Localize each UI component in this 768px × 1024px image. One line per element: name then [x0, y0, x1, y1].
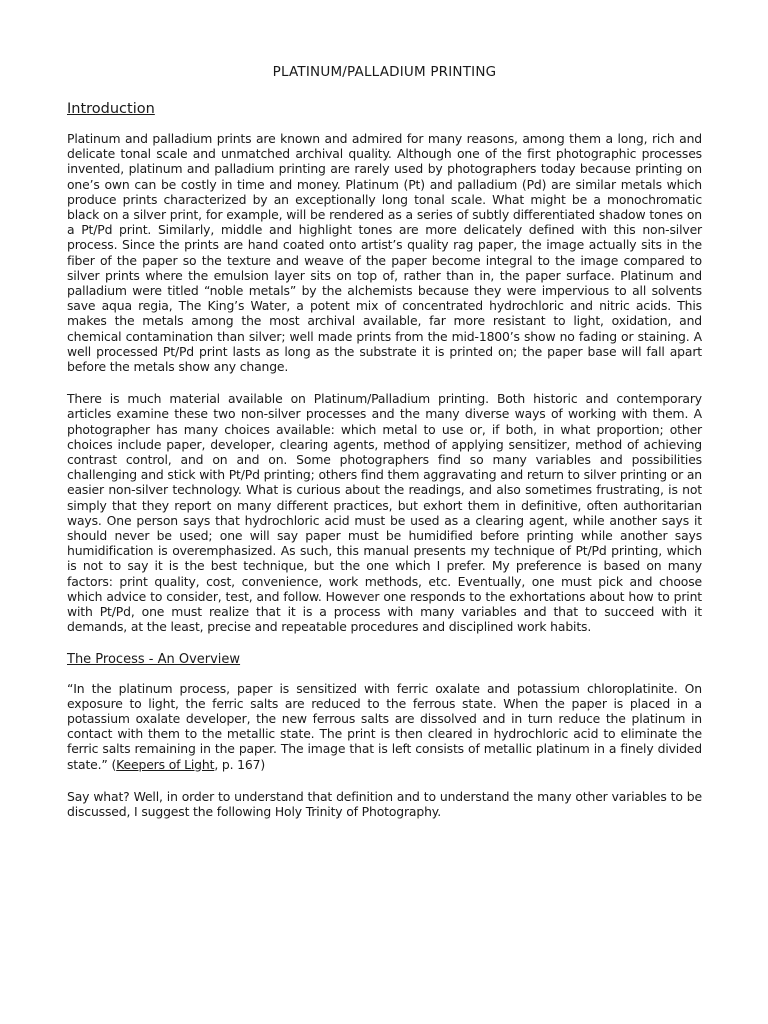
document-title: PLATINUM/PALLADIUM PRINTING: [272, 64, 497, 80]
introduction-paragraph-1: Platinum and palladium prints are known and admired for many reasons, among them a long, rich and delicate tonal scale and unmatched archival quality. Although one of the first photographic processes invented, platinum and palladium printing are rarely used by photographers today because printing on one’s own can be costly in time and money. Platinum (Pt) and palladium (Pd) are similar metals which produce prints characterized by an exceptionally long tonal scale. What might be a monochromatic black on a silver print, for example, will be rendered as a series of subtly differentiated shadow tones on a Pt/Pd print. Similarly, middle and highlight tones are more delicately defined with this non-silver process. Since the prints are hand coated onto artist’s quality rag paper, the image actually sits in the fiber of the paper so the texture and weave of the paper become integral to the image compared to silver prints where the emulsion layer sits on top of, rather than in, the paper surface. Platinum and palladium were titled “noble metals” by the alchemists because they were impervious to all solvents save aqua regia, The King’s Water, a potent mix of concentrated hydrochloric and nitric acids. This makes the metals among the most archival available, far more resistant to light, oxidation, and chemical contamination than silver; well made prints from the mid-1800’s show no fading or staining. A well processed Pt/Pd print lasts as long as the substrate it is printed on; the paper base will fall apart before the metals show any change.: [67, 131, 702, 375]
process-quote-text: “In the platinum process, paper is sensitized with ferric oxalate and potassium chloroplatinite. On exposure to light, the ferric salts are reduced to the ferrous state. When the paper is placed in a potassium oxalate developer, the new ferrous salts are dissolved and in turn reduce the platinum in contact with them to the metallic state. The print is then cleared in hydrochloric acid to eliminate the ferric salts remaining in the paper. The image that is left consists of metallic platinum in a finely divided state.” (: [67, 680, 702, 772]
process-quote-paragraph: [67, 681, 702, 772]
citation-page: , p. 167): [214, 756, 266, 772]
citation-title: Keepers of Light: [116, 756, 215, 772]
closing-paragraph: Say what? Well, in order to understand that definition and to understand the many other variables to be discussed, I suggest the following Holy Trinity of Photography.: [67, 788, 702, 819]
introduction-paragraph-2: There is much material available on Platinum/Palladium printing. Both historic and contemporary articles examine these two non-silver processes and the many diverse ways of working with them. A photographer has many choices available: which metal to use or, if both, in what proportion; other choices include paper, developer, clearing agents, method of applying sensitizer, method of achieving contrast control, and on and on. Some photographers find so many variables and possibilities challenging and stick with Pt/Pd printing; others find them aggravating and return to silver printing or an easier non-silver technology. What is curious about the readings, and also sometimes frustrating, is not simply that they report on many different practices, but exhort them in definitive, often authoritarian ways. One person says that hydrochloric acid must be used as a clearing agent, while another says it should never be used; one will say paper must be humidified before printing while another says humidification is overemphasized. As such, this manual presents my technique of Pt/Pd printing, which is not to say it is the best technique, but the one which I prefer. My preference is based on many factors: print quality, cost, convenience, work methods, etc. Eventually, one must pick and choose which advice to consider, test, and follow. However one responds to the exhortations about how to print with Pt/Pd, one must realize that it is a process with many variables and that to succeed with it demands, at the least, precise and repeatable procedures and disciplined work habits.: [67, 391, 703, 635]
introduction-heading: Introduction: [67, 101, 155, 117]
process-overview-heading: The Process - An Overview: [67, 651, 241, 667]
document-page: [67, 64, 702, 836]
